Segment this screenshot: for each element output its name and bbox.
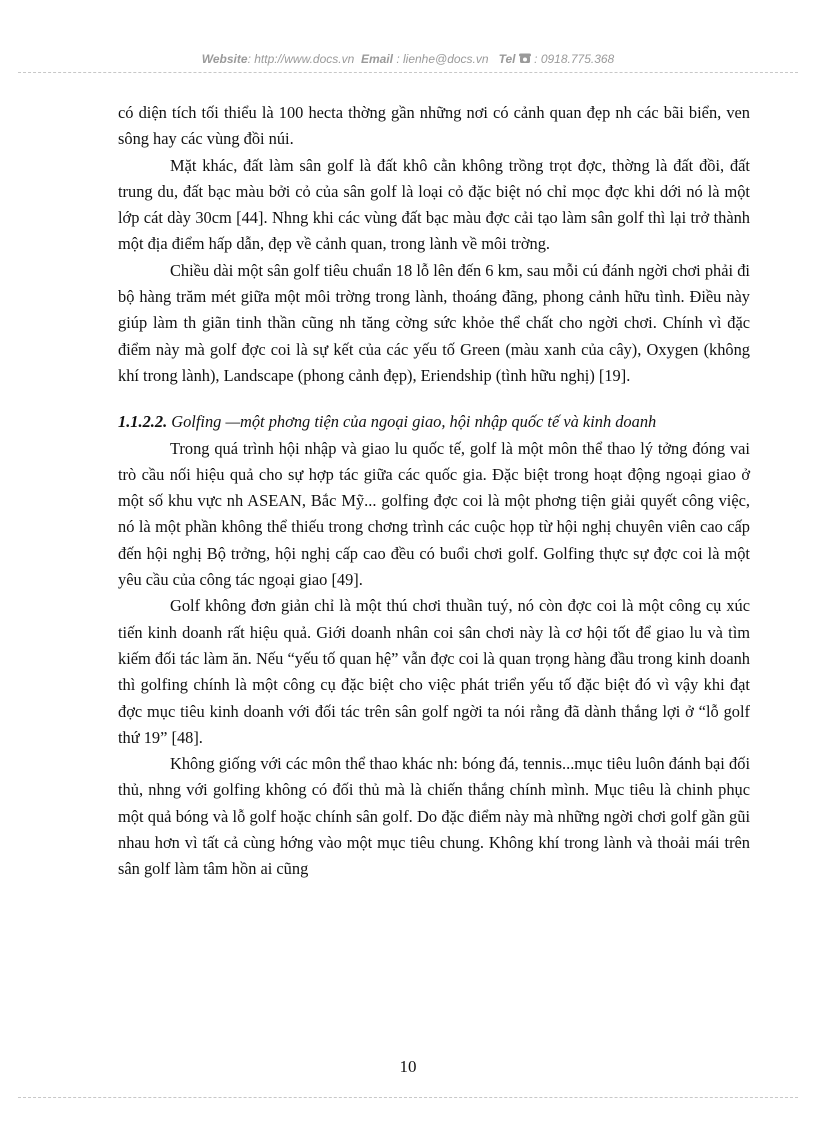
section-title: Golfing —một phơng tiện của ngoại giao, hội nhập quốc tế và kinh doanh xyxy=(167,412,657,432)
paragraph-4: Trong quá trình hội nhập và giao lu quốc tế, golf là một môn thể thao lý tởng đóng vai trò cầu nối hiệu quả cho sự hợp tác giữa các quốc gia. Đặc biệt trong hoạt động ngoại giao ở một số khu vực nh ASEAN, Bắc Mỹ... golfing đợc coi là một phơng tiện giải quyết công việc, nó là một phần không thể thiếu trong chơng trình các cuộc họp từ hội nghị chuyên viên cao cấp đến hội nghị Bộ trởng, hội nghị cấp cao đều có buổi chơi golf. Golfing thực sự đợc coi là một yêu cầu của công tác ngoại giao [49]. xyxy=(118,438,750,590)
tel-value: : 0918.775.368 xyxy=(534,52,615,66)
page-number: 10 xyxy=(399,1057,417,1076)
paragraph-5: Golf không đơn giản chỉ là một thú chơi thuần tuý, nó còn đợc coi là một công cụ xúc tiến kinh doanh rất hiệu quả. Giới doanh nhân coi sân chơi này là cơ hội tốt để giao lu và tìm kiếm đối tác làm ăn. Nếu “yếu tố quan hệ” vẫn đợc coi là quan trọng hàng đầu trong kinh doanh thì golfing chính là một công cụ đặc biệt cho việc phát triển yếu tố đặc biệt đó vì vậy khi đạt đợc mục tiêu kinh doanh với đối tác trên sân golf ngời ta nói rằng đã dành thắng lợi ở “lỗ golf thứ 19” [48]. xyxy=(118,596,750,747)
paragraph-2: Mặt khác, đất làm sân golf là đất khô cằn không trồng trọt đợc, thờng là đất đồi, đất trung du, đất bạc màu bởi cỏ của sân golf là loại cỏ đặc biệt nó chỉ mọc đợc khi dới nó là một lớp cát dày 30cm [44]. Nhng khi các vùng đất bạc màu đợc cải tạo làm sân golf thì lại trở thành một địa điểm hấp dẫn, đẹp về cảnh quan, trong lành về môi trờng. xyxy=(118,155,750,254)
paragraph-1: có diện tích tối thiểu là 100 hecta thờng gần những nơi có cảnh quan đẹp nh các bãi biển, ven sông hay các vùng đồi núi. xyxy=(118,103,750,149)
website-value: : http://www.docs.vn xyxy=(247,52,355,66)
paragraph-3: Chiều dài một sân golf tiêu chuẩn 18 lỗ lên đến 6 km, sau mỗi cú đánh ngời chơi phải đi bộ hàng trăm mét giữa một môi trờng trong lành, thoáng đãng, phong cảnh hữu tình. Điều này giúp làm th giãn tinh thần cũng nh tăng cờng sức khỏe thể chất cho ngời chơi. Chính vì đặc điểm này mà golf đợc coi là sự kết của các yếu tố Green (màu xanh của cây), Oxygen (không khí trong lành), Landscape (phong cảnh đẹp), Eriendship (tình hữu nghị) [19]. xyxy=(118,260,750,385)
document-body xyxy=(118,100,750,883)
paragraph-6: Không giống với các môn thể thao khác nh: bóng đá, tennis...mục tiêu luôn đánh bại đối thủ, nhng với golfing không có đối thủ mà là chiến thắng chính mình. Mục tiêu là chinh phục một quả bóng và lỗ golf hoặc chính sân golf. Do đặc điểm này mà những ngời chơi golf gần gũi nhau hơn vì tất cả cùng hớng vào một mục tiêu chung. Không khí trong lành và thoải mái trên sân golf làm tâm hồn ai cũng xyxy=(118,754,750,879)
email-label: Email xyxy=(360,52,393,66)
section-number: 1.1.2.2. xyxy=(118,412,168,432)
email-value: : lienhe@docs.vn xyxy=(396,52,489,66)
phone-icon xyxy=(519,52,534,66)
tel-label: Tel xyxy=(498,52,516,66)
website-label: Website xyxy=(201,52,248,66)
page-header xyxy=(0,52,816,66)
section-heading xyxy=(118,409,750,435)
header-divider xyxy=(18,72,798,73)
footer-divider xyxy=(18,1097,798,1098)
